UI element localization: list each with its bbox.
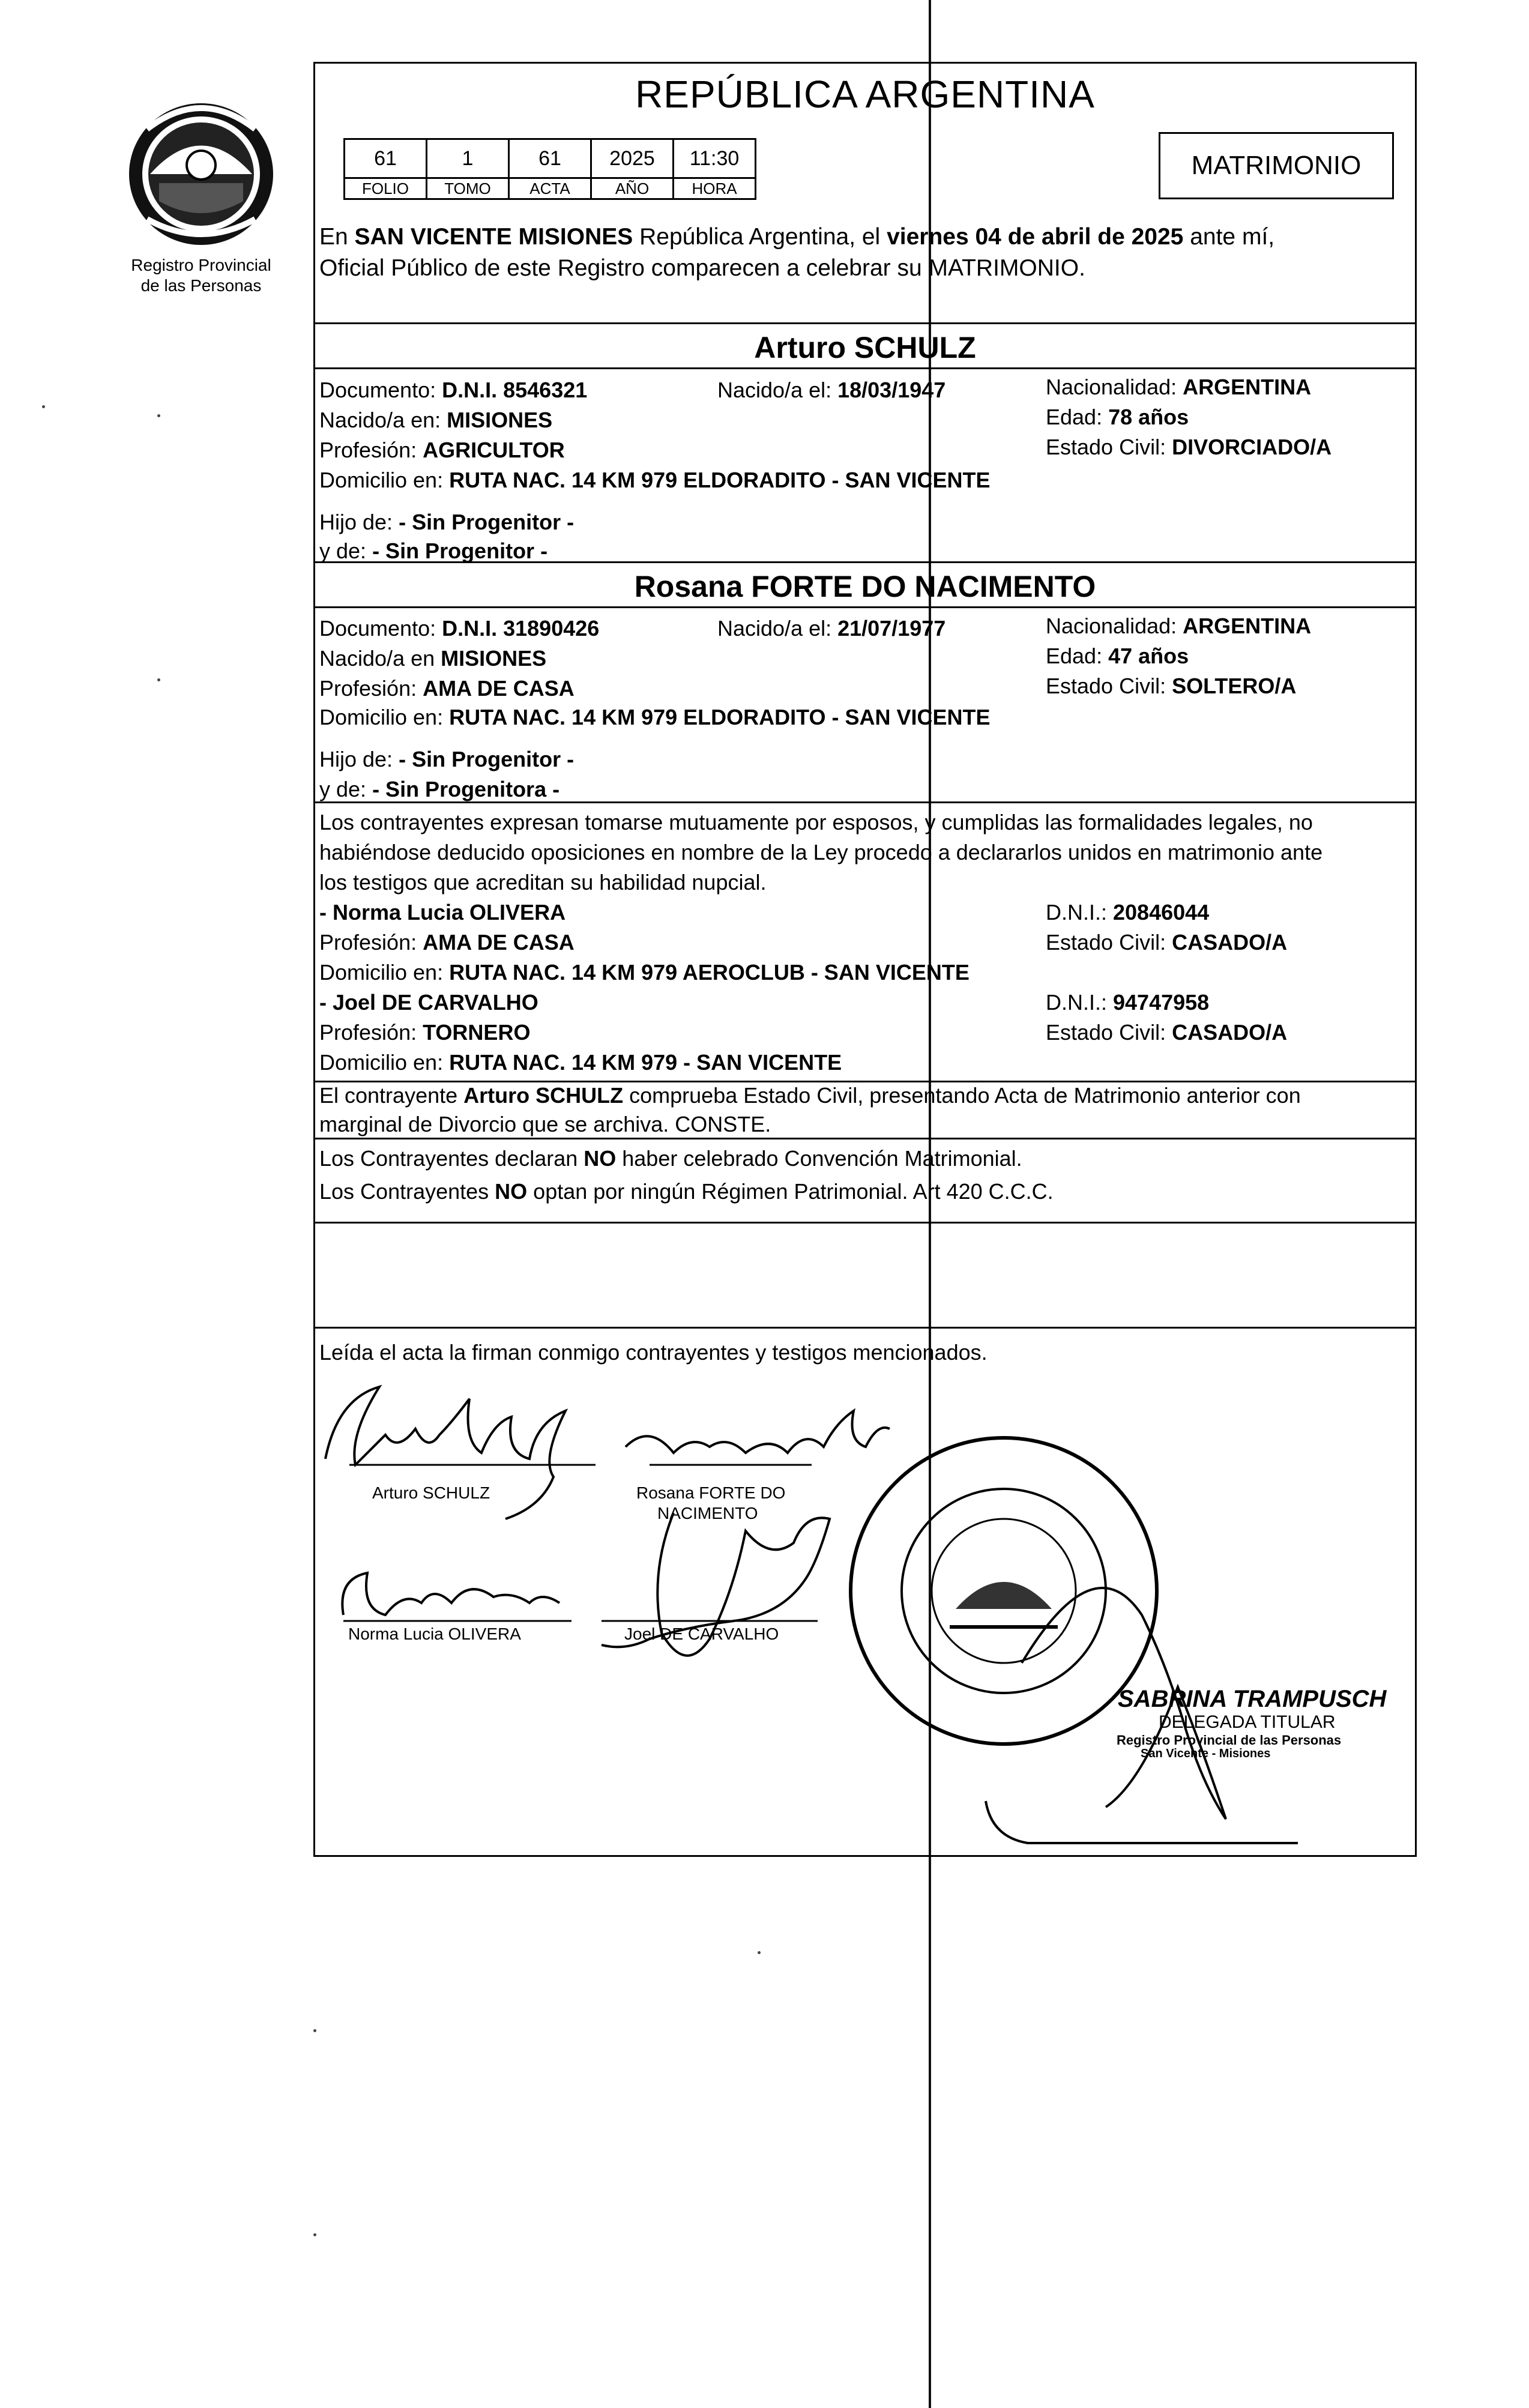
label: Nacido/a el: xyxy=(717,616,838,641)
witness2-signature-label: Joel DE CARVALHO xyxy=(624,1625,779,1643)
groom-age xyxy=(1046,402,1189,432)
regime-no: NO xyxy=(584,1146,617,1171)
bride-signature-label-line1: Rosana FORTE DO xyxy=(636,1483,786,1502)
groom-address xyxy=(319,465,991,495)
bride-civil-status xyxy=(1046,671,1296,701)
regime-text: Los Contrayentes declaran xyxy=(319,1146,584,1171)
logo-caption-line2: de las Personas xyxy=(140,276,262,295)
value: RUTA NAC. 14 KM 979 - SAN VICENTE xyxy=(449,1050,842,1075)
witness1-name xyxy=(319,898,565,928)
value: CASADO/A xyxy=(1172,1020,1288,1045)
value: SOLTERO/A xyxy=(1172,674,1297,698)
witness1-civil-status xyxy=(1046,928,1287,958)
label: Nacido/a el: xyxy=(717,378,838,402)
value: RUTA NAC. 14 KM 979 AEROCLUB - SAN VICENTE xyxy=(449,960,970,985)
label: Estado Civil: xyxy=(1046,1020,1172,1045)
value: MISIONES xyxy=(441,646,547,671)
groom-nationality xyxy=(1046,372,1311,402)
value: AMA DE CASA xyxy=(423,930,575,955)
bride-birthplace xyxy=(319,644,546,674)
value: D.N.I. 8546321 xyxy=(442,378,588,402)
year-label: AÑO xyxy=(591,178,674,199)
label: Edad: xyxy=(1046,405,1109,429)
label: Domicilio en: xyxy=(319,1050,450,1075)
value: RUTA NAC. 14 KM 979 ELDORADITO - SAN VICENTE xyxy=(449,705,991,729)
value: 78 años xyxy=(1108,405,1189,429)
value: RUTA NAC. 14 KM 979 ELDORADITO - SAN VICENTE xyxy=(449,468,991,492)
intro-place: SAN VICENTE MISIONES xyxy=(354,224,633,250)
label: Hijo de: xyxy=(319,510,399,534)
value: 20846044 xyxy=(1113,900,1210,925)
tomo-label: TOMO xyxy=(427,178,509,199)
speck xyxy=(758,1951,761,1954)
value: TORNERO xyxy=(423,1020,531,1045)
official-name: SABRINA TRAMPUSCH xyxy=(1118,1686,1387,1712)
label: Domicilio en: xyxy=(319,960,450,985)
label: Profesión: xyxy=(319,676,423,701)
groom-profession xyxy=(319,435,565,465)
witness1-profession xyxy=(319,928,575,958)
misiones-seal-logo xyxy=(123,93,279,249)
label: Domicilio en: xyxy=(319,468,450,492)
intro-date: viernes 04 de abril de 2025 xyxy=(887,224,1184,250)
value: - Norma Lucia OLIVERA xyxy=(319,900,566,925)
bride-heading: Rosana FORTE DO NACIMENTO xyxy=(634,570,1096,603)
speck xyxy=(42,405,45,408)
label: y de: xyxy=(319,777,373,801)
speck xyxy=(313,2233,316,2236)
official-org: Registro Provincial de las Personas xyxy=(1117,1733,1342,1748)
value: 47 años xyxy=(1108,644,1189,668)
value: 21/07/1977 xyxy=(837,616,946,641)
value: - Sin Progenitor - xyxy=(399,510,575,534)
registry-table xyxy=(343,138,756,200)
divider xyxy=(313,1222,1417,1224)
signatures-area xyxy=(313,1363,1417,1855)
official-place: San Vicente - Misiones xyxy=(1141,1747,1271,1760)
value: DIVORCIADO/A xyxy=(1172,435,1332,459)
bride-profession xyxy=(319,674,575,704)
label: Documento: xyxy=(319,616,442,641)
acta-label: ACTA xyxy=(509,178,591,199)
label: D.N.I.: xyxy=(1046,900,1114,925)
witness2-dni xyxy=(1046,988,1209,1018)
groom-signature-label: Arturo SCHULZ xyxy=(372,1483,490,1502)
bride-nationality xyxy=(1046,611,1311,641)
label: Nacido/a en: xyxy=(319,408,447,432)
witness1-dni xyxy=(1046,898,1209,928)
folio-label: FOLIO xyxy=(345,178,427,199)
groom-birthplace xyxy=(319,405,552,435)
label: Nacido/a en xyxy=(319,646,441,671)
groom-civil-status xyxy=(1046,432,1331,462)
bride-parent2 xyxy=(319,774,559,804)
value: 94747958 xyxy=(1113,990,1210,1015)
divider xyxy=(313,1327,1417,1329)
regime-line1 xyxy=(319,1144,1022,1174)
groom-document xyxy=(319,375,587,405)
logo-caption-line1: Registro Provincial xyxy=(131,256,271,274)
divider xyxy=(313,606,1417,608)
speck xyxy=(313,2029,316,2032)
value: CASADO/A xyxy=(1172,930,1288,955)
regime-no: NO xyxy=(495,1179,528,1204)
witness1-signature-label: Norma Lucia OLIVERA xyxy=(348,1625,521,1643)
witness2-civil-status xyxy=(1046,1018,1287,1048)
bride-document xyxy=(319,614,599,644)
witness1-address xyxy=(319,958,970,988)
label: Documento: xyxy=(319,378,442,402)
intro-text: ante mí, xyxy=(1183,224,1275,250)
witness1-signature xyxy=(342,1573,559,1615)
round-stamp xyxy=(851,1438,1157,1744)
intro-text: En xyxy=(319,224,355,250)
declaration-line2: habiéndose deducido oposiciones en nombre de la Ley procedo a declararlos unidos en matrimonio ante xyxy=(319,840,1323,865)
hour-label: HORA xyxy=(674,178,756,199)
intro-line2: Oficial Público de este Registro comparecen a celebrar su MATRIMONIO. xyxy=(319,255,1085,281)
note-text: comprueba Estado Civil, presentando Acta de Matrimonio anterior con xyxy=(623,1083,1301,1108)
groom-parent1 xyxy=(319,507,574,537)
declaration-line3: los testigos que acreditan su habilidad nupcial. xyxy=(319,870,767,895)
regime-line2 xyxy=(319,1177,1054,1207)
regime-text: optan por ningún Régimen Patrimonial. Art 420 C.C.C. xyxy=(527,1179,1054,1204)
label: Nacionalidad: xyxy=(1046,375,1183,399)
hour-value: 11:30 xyxy=(674,139,756,178)
groom-birthdate xyxy=(717,375,945,405)
value: - Sin Progenitor - xyxy=(372,539,548,563)
declaration-line1: Los contrayentes expresan tomarse mutuamente por esposos, y cumplidas las formalidades legales, no xyxy=(319,810,1313,834)
groom-parent2 xyxy=(319,536,547,566)
label: Estado Civil: xyxy=(1046,435,1172,459)
speck xyxy=(157,414,160,417)
label: y de: xyxy=(319,539,373,563)
year-value: 2025 xyxy=(591,139,674,178)
label: D.N.I.: xyxy=(1046,990,1114,1015)
divider xyxy=(313,322,1417,324)
value: AMA DE CASA xyxy=(423,676,575,701)
witness2-name xyxy=(319,988,538,1018)
label: Estado Civil: xyxy=(1046,674,1172,698)
tomo-value: 1 xyxy=(427,139,509,178)
intro-text: República Argentina, el xyxy=(633,224,887,250)
official-title: DELEGADA TITULAR xyxy=(1159,1712,1336,1732)
label: Domicilio en: xyxy=(319,705,450,729)
acta-value: 61 xyxy=(509,139,591,178)
act-type-box: MATRIMONIO xyxy=(1159,132,1394,199)
label: Edad: xyxy=(1046,644,1109,668)
note-line1 xyxy=(319,1081,1301,1111)
note-text: El contrayente xyxy=(319,1083,464,1108)
label: Nacionalidad: xyxy=(1046,614,1183,638)
witness2-address xyxy=(319,1048,842,1078)
document-title: REPÚBLICA ARGENTINA xyxy=(635,73,1095,116)
value: 18/03/1947 xyxy=(837,378,946,402)
speck xyxy=(157,678,160,681)
bride-address xyxy=(319,702,991,732)
label: Profesión: xyxy=(319,1020,423,1045)
value: - Sin Progenitora - xyxy=(372,777,560,801)
folio-value: 61 xyxy=(345,139,427,178)
witness2-profession xyxy=(319,1018,530,1048)
regime-text: Los Contrayentes xyxy=(319,1179,495,1204)
value: ARGENTINA xyxy=(1183,375,1312,399)
regime-text: haber celebrado Convención Matrimonial. xyxy=(616,1146,1022,1171)
bride-birthdate xyxy=(717,614,945,644)
label: Profesión: xyxy=(319,438,423,462)
value: - Sin Progenitor - xyxy=(399,747,575,771)
value: ARGENTINA xyxy=(1183,614,1312,638)
intro-line1 xyxy=(319,222,1274,252)
note-name: Arturo SCHULZ xyxy=(463,1083,624,1108)
bride-signature xyxy=(626,1411,890,1453)
groom-heading: Arturo SCHULZ xyxy=(754,331,976,364)
label: Hijo de: xyxy=(319,747,399,771)
label: Profesión: xyxy=(319,930,423,955)
bride-age xyxy=(1046,641,1189,671)
label: Estado Civil: xyxy=(1046,930,1172,955)
bride-parent1 xyxy=(319,744,574,774)
value: - Joel DE CARVALHO xyxy=(319,990,538,1015)
value: AGRICULTOR xyxy=(423,438,565,462)
value: MISIONES xyxy=(447,408,553,432)
bride-signature-label-line2: NACIMENTO xyxy=(657,1504,758,1522)
value: D.N.I. 31890426 xyxy=(442,616,600,641)
note-line2: marginal de Divorcio que se archiva. CONSTE. xyxy=(319,1112,771,1136)
closing-statement: Leída el acta la firman conmigo contrayentes y testigos mencionados. xyxy=(319,1340,988,1365)
logo-caption xyxy=(96,255,306,296)
divider xyxy=(313,367,1417,369)
